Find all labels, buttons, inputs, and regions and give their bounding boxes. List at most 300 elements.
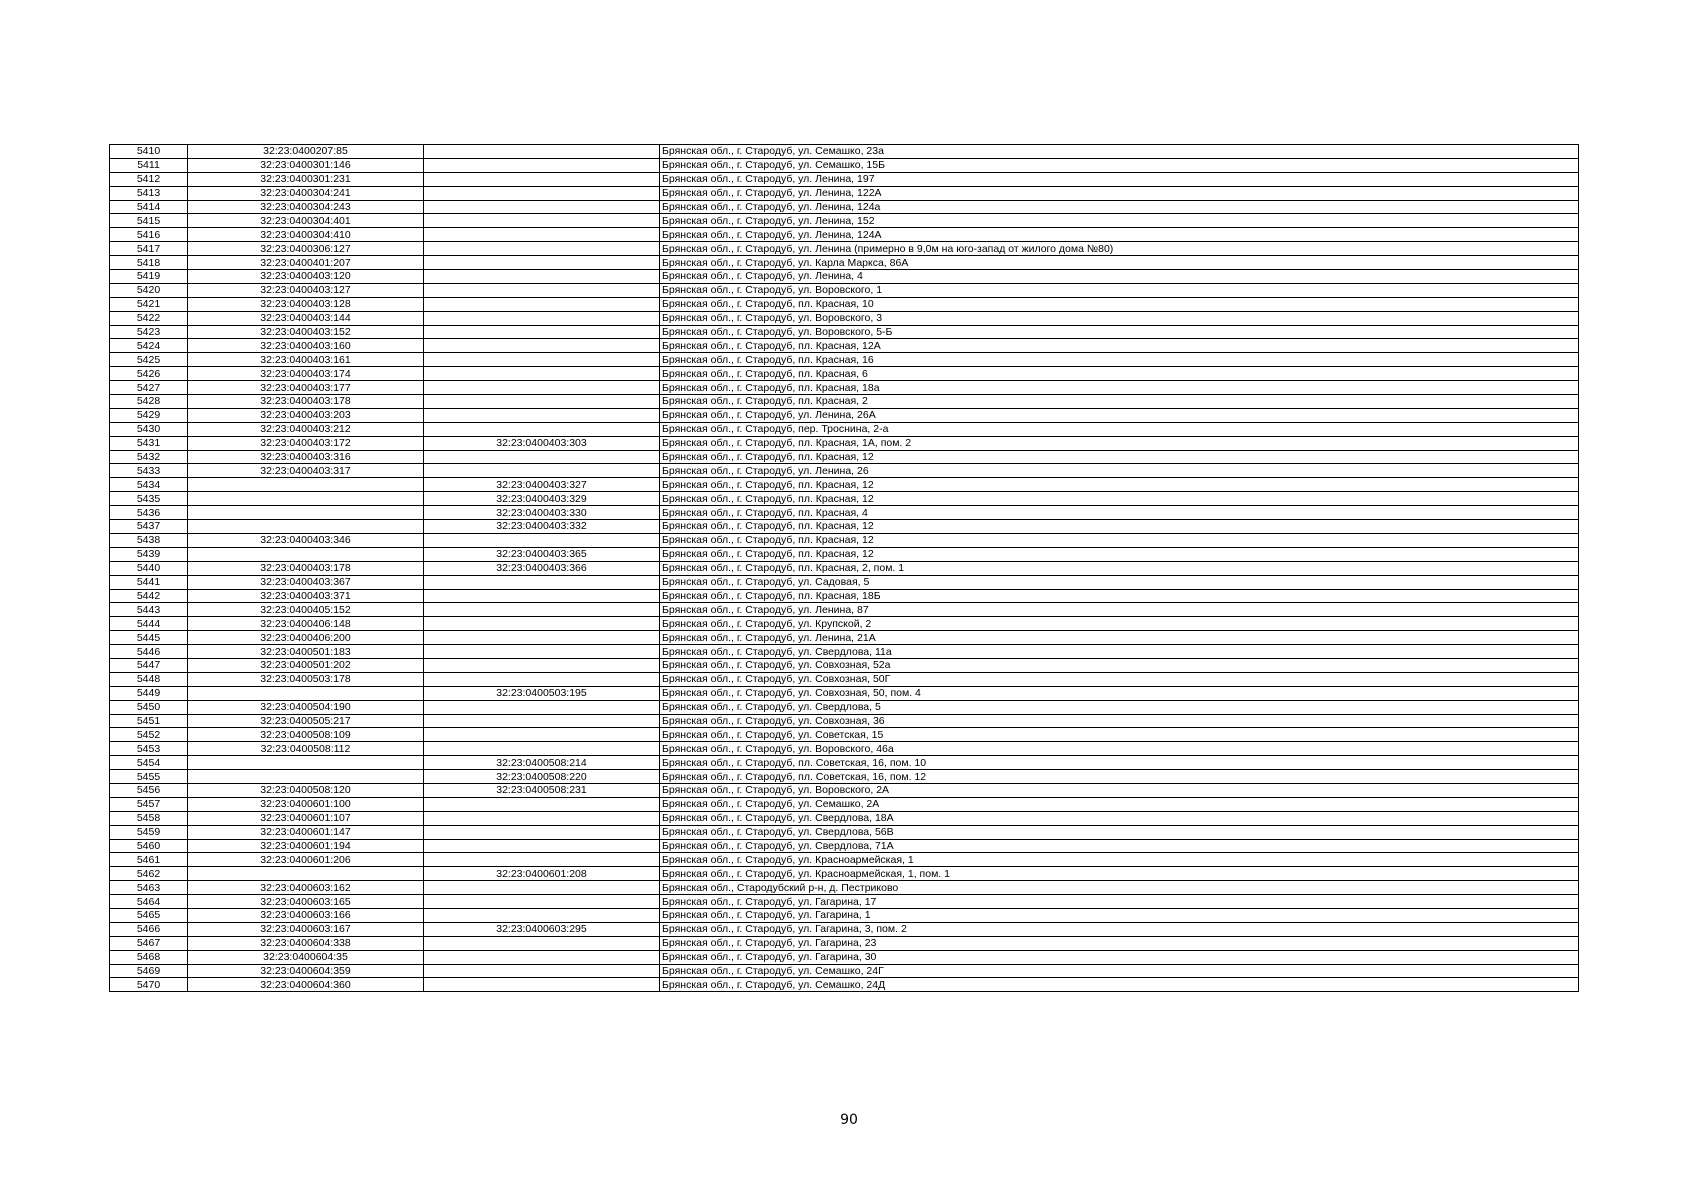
address-cell: Брянская обл., г. Стародуб, ул. Воровского, 46а: [660, 742, 1579, 756]
address-cell: Брянская обл., г. Стародуб, ул. Воровского, 2А: [660, 783, 1579, 797]
room-cadastral-number-cell: [424, 950, 660, 964]
table-row: [110, 520, 1579, 534]
table-row: [110, 478, 1579, 492]
address-cell: Брянская обл., г. Стародуб, ул. Воровского, 5-Б: [660, 325, 1579, 339]
room-cadastral-number-cell: [424, 631, 660, 645]
row-number-cell: 5411: [110, 158, 188, 172]
address-cell: Брянская обл., г. Стародуб, ул. Совхозная, 50, пом. 4: [660, 686, 1579, 700]
address-cell: Брянская обл., г. Стародуб, пл. Красная, 12: [660, 492, 1579, 506]
table-row: [110, 450, 1579, 464]
row-number-cell: 5461: [110, 853, 188, 867]
row-number-cell: 5442: [110, 589, 188, 603]
room-cadastral-number-cell: [424, 742, 660, 756]
address-cell: Брянская обл., г. Стародуб, ул. Советская, 15: [660, 728, 1579, 742]
table-row: [110, 256, 1579, 270]
cadastral-number-cell: 32:23:0400403:161: [188, 353, 424, 367]
room-cadastral-number-cell: 32:23:0400508:231: [424, 783, 660, 797]
table-row: [110, 700, 1579, 714]
room-cadastral-number-cell: [424, 200, 660, 214]
table-row: [110, 408, 1579, 422]
table-row: [110, 200, 1579, 214]
table-row: [110, 214, 1579, 228]
table-row: [110, 797, 1579, 811]
room-cadastral-number-cell: 32:23:0400508:220: [424, 770, 660, 784]
row-number-cell: 5451: [110, 714, 188, 728]
room-cadastral-number-cell: 32:23:0400603:295: [424, 922, 660, 936]
address-cell: Брянская обл., г. Стародуб, ул. Ленина, 26: [660, 464, 1579, 478]
cadastral-number-cell: 32:23:0400603:166: [188, 908, 424, 922]
table-row: [110, 825, 1579, 839]
table-row: [110, 756, 1579, 770]
room-cadastral-number-cell: [424, 964, 660, 978]
cadastral-number-cell: 32:23:0400304:241: [188, 186, 424, 200]
room-cadastral-number-cell: [424, 797, 660, 811]
cadastral-number-cell: [188, 506, 424, 520]
row-number-cell: 5418: [110, 256, 188, 270]
room-cadastral-number-cell: [424, 450, 660, 464]
row-number-cell: 5414: [110, 200, 188, 214]
address-cell: Брянская обл., г. Стародуб, пл. Советская, 16, пом. 12: [660, 770, 1579, 784]
cadastral-number-cell: 32:23:0400406:148: [188, 617, 424, 631]
address-cell: Брянская обл., г. Стародуб, ул. Ленина, 4: [660, 270, 1579, 284]
table-row: [110, 908, 1579, 922]
table-row: [110, 506, 1579, 520]
address-cell: Брянская обл., г. Стародуб, ул. Красноармейская, 1, пом. 1: [660, 867, 1579, 881]
room-cadastral-number-cell: [424, 853, 660, 867]
row-number-cell: 5445: [110, 631, 188, 645]
address-cell: Брянская обл., г. Стародуб, ул. Семашко, 23а: [660, 145, 1579, 159]
cadastral-number-cell: 32:23:0400603:162: [188, 881, 424, 895]
cadastral-number-cell: 32:23:0400403:177: [188, 381, 424, 395]
room-cadastral-number-cell: 32:23:0400403:365: [424, 547, 660, 561]
address-cell: Брянская обл., г. Стародуб, пер. Троснина, 2-а: [660, 422, 1579, 436]
room-cadastral-number-cell: [424, 533, 660, 547]
row-number-cell: 5439: [110, 547, 188, 561]
room-cadastral-number-cell: [424, 603, 660, 617]
cadastral-number-cell: 32:23:0400601:147: [188, 825, 424, 839]
row-number-cell: 5464: [110, 895, 188, 909]
cadastral-number-cell: 32:23:0400306:127: [188, 242, 424, 256]
room-cadastral-number-cell: [424, 228, 660, 242]
address-cell: Брянская обл., г. Стародуб, ул. Совхозная, 52а: [660, 658, 1579, 672]
table-row: [110, 964, 1579, 978]
address-cell: Брянская обл., г. Стародуб, пл. Красная, 1А, пом. 2: [660, 436, 1579, 450]
cadastral-number-cell: 32:23:0400403:178: [188, 395, 424, 409]
cadastral-number-cell: 32:23:0400403:371: [188, 589, 424, 603]
room-cadastral-number-cell: [424, 395, 660, 409]
row-number-cell: 5449: [110, 686, 188, 700]
row-number-cell: 5467: [110, 936, 188, 950]
row-number-cell: 5458: [110, 811, 188, 825]
room-cadastral-number-cell: [424, 895, 660, 909]
room-cadastral-number-cell: [424, 617, 660, 631]
room-cadastral-number-cell: 32:23:0400403:330: [424, 506, 660, 520]
row-number-cell: 5446: [110, 645, 188, 659]
address-cell: Брянская обл., г. Стародуб, ул. Гагарина, 30: [660, 950, 1579, 964]
cadastral-number-cell: 32:23:0400604:359: [188, 964, 424, 978]
address-cell: Брянская обл., г. Стародуб, ул. Красноармейская, 1: [660, 853, 1579, 867]
address-cell: Брянская обл., г. Стародуб, ул. Гагарина, 17: [660, 895, 1579, 909]
room-cadastral-number-cell: [424, 214, 660, 228]
row-number-cell: 5460: [110, 839, 188, 853]
cadastral-number-cell: [188, 686, 424, 700]
row-number-cell: 5440: [110, 561, 188, 575]
row-number-cell: 5422: [110, 311, 188, 325]
room-cadastral-number-cell: [424, 422, 660, 436]
room-cadastral-number-cell: [424, 714, 660, 728]
table-row: [110, 589, 1579, 603]
address-cell: Брянская обл., г. Стародуб, ул. Ленина, 122А: [660, 186, 1579, 200]
address-cell: Брянская обл., г. Стародуб, ул. Семашко, 24Д: [660, 978, 1579, 992]
row-number-cell: 5431: [110, 436, 188, 450]
cadastral-number-cell: 32:23:0400403:178: [188, 561, 424, 575]
cadastral-number-cell: [188, 756, 424, 770]
room-cadastral-number-cell: [424, 353, 660, 367]
table-row: [110, 728, 1579, 742]
table-row: [110, 714, 1579, 728]
cadastral-number-cell: 32:23:0400501:183: [188, 645, 424, 659]
table-row: [110, 978, 1579, 992]
row-number-cell: 5452: [110, 728, 188, 742]
table-row: [110, 325, 1579, 339]
room-cadastral-number-cell: 32:23:0400601:208: [424, 867, 660, 881]
room-cadastral-number-cell: [424, 242, 660, 256]
address-cell: Брянская обл., г. Стародуб, ул. Ленина, 21А: [660, 631, 1579, 645]
cadastral-number-cell: 32:23:0400503:178: [188, 672, 424, 686]
cadastral-number-cell: 32:23:0400301:146: [188, 158, 424, 172]
room-cadastral-number-cell: [424, 978, 660, 992]
room-cadastral-number-cell: [424, 908, 660, 922]
room-cadastral-number-cell: [424, 589, 660, 603]
cadastral-number-cell: [188, 547, 424, 561]
room-cadastral-number-cell: [424, 839, 660, 853]
cadastral-number-cell: 32:23:0400403:367: [188, 575, 424, 589]
cadastral-number-cell: 32:23:0400603:167: [188, 922, 424, 936]
cadastral-number-cell: [188, 478, 424, 492]
row-number-cell: 5465: [110, 908, 188, 922]
table-row: [110, 617, 1579, 631]
table-row: [110, 533, 1579, 547]
table-row: [110, 603, 1579, 617]
room-cadastral-number-cell: [424, 408, 660, 422]
cadastral-number-cell: 32:23:0400403:174: [188, 367, 424, 381]
room-cadastral-number-cell: [424, 186, 660, 200]
row-number-cell: 5456: [110, 783, 188, 797]
cadastral-number-cell: [188, 492, 424, 506]
room-cadastral-number-cell: 32:23:0400508:214: [424, 756, 660, 770]
row-number-cell: 5436: [110, 506, 188, 520]
address-cell: Брянская обл., г. Стародуб, пл. Красная, 16: [660, 353, 1579, 367]
row-number-cell: 5428: [110, 395, 188, 409]
room-cadastral-number-cell: 32:23:0400403:303: [424, 436, 660, 450]
table-row: [110, 158, 1579, 172]
address-cell: Брянская обл., г. Стародуб, ул. Совхозная, 36: [660, 714, 1579, 728]
address-cell: Брянская обл., г. Стародуб, пл. Красная, 12: [660, 478, 1579, 492]
page-number: 90: [840, 1112, 858, 1128]
row-number-cell: 5448: [110, 672, 188, 686]
room-cadastral-number-cell: [424, 145, 660, 159]
address-cell: Брянская обл., г. Стародуб, пл. Красная, 18Б: [660, 589, 1579, 603]
table-row: [110, 672, 1579, 686]
address-cell: Брянская обл., г. Стародуб, ул. Гагарина, 3, пом. 2: [660, 922, 1579, 936]
cadastral-number-cell: 32:23:0400505:217: [188, 714, 424, 728]
address-cell: Брянская обл., г. Стародуб, ул. Совхозная, 50Г: [660, 672, 1579, 686]
address-cell: Брянская обл., г. Стародуб, пл. Советская, 16, пом. 10: [660, 756, 1579, 770]
address-cell: Брянская обл., г. Стародуб, ул. Ленина, 87: [660, 603, 1579, 617]
row-number-cell: 5438: [110, 533, 188, 547]
address-cell: Брянская обл., г. Стародуб, ул. Ленина, 124а: [660, 200, 1579, 214]
address-cell: Брянская обл., г. Стародуб, пл. Красная, 2: [660, 395, 1579, 409]
room-cadastral-number-cell: [424, 728, 660, 742]
row-number-cell: 5429: [110, 408, 188, 422]
row-number-cell: 5462: [110, 867, 188, 881]
room-cadastral-number-cell: 32:23:0400403:327: [424, 478, 660, 492]
address-cell: Брянская обл., г. Стародуб, пл. Красная, 2, пом. 1: [660, 561, 1579, 575]
room-cadastral-number-cell: [424, 283, 660, 297]
address-cell: Брянская обл., г. Стародуб, ул. Семашко, 15Б: [660, 158, 1579, 172]
room-cadastral-number-cell: [424, 325, 660, 339]
row-number-cell: 5470: [110, 978, 188, 992]
row-number-cell: 5455: [110, 770, 188, 784]
table-row: [110, 436, 1579, 450]
row-number-cell: 5412: [110, 172, 188, 186]
row-number-cell: 5443: [110, 603, 188, 617]
address-cell: Брянская обл., г. Стародуб, пл. Красная, 12: [660, 547, 1579, 561]
room-cadastral-number-cell: [424, 464, 660, 478]
row-number-cell: 5450: [110, 700, 188, 714]
address-cell: Брянская обл., г. Стародуб, ул. Крупской, 2: [660, 617, 1579, 631]
cadastral-number-cell: [188, 520, 424, 534]
cadastral-number-cell: 32:23:0400207:85: [188, 145, 424, 159]
table-row: [110, 658, 1579, 672]
cadastral-number-cell: [188, 867, 424, 881]
table-row: [110, 936, 1579, 950]
row-number-cell: 5434: [110, 478, 188, 492]
row-number-cell: 5433: [110, 464, 188, 478]
address-cell: Брянская обл., г. Стародуб, ул. Воровского, 3: [660, 311, 1579, 325]
room-cadastral-number-cell: [424, 270, 660, 284]
row-number-cell: 5457: [110, 797, 188, 811]
table-row: [110, 950, 1579, 964]
table-row: [110, 242, 1579, 256]
row-number-cell: 5427: [110, 381, 188, 395]
address-cell: Брянская обл., г. Стародуб, пл. Красная, 10: [660, 297, 1579, 311]
table-row: [110, 464, 1579, 478]
cadastral-number-cell: 32:23:0400403:346: [188, 533, 424, 547]
address-cell: Брянская обл., Стародубский р-н, д. Пестриково: [660, 881, 1579, 895]
room-cadastral-number-cell: 32:23:0400503:195: [424, 686, 660, 700]
registry-table-body: [110, 145, 1579, 992]
row-number-cell: 5454: [110, 756, 188, 770]
table-row: [110, 339, 1579, 353]
table-row: [110, 297, 1579, 311]
cadastral-number-cell: 32:23:0400401:207: [188, 256, 424, 270]
table-row: [110, 561, 1579, 575]
room-cadastral-number-cell: [424, 672, 660, 686]
room-cadastral-number-cell: [424, 297, 660, 311]
table-row: [110, 575, 1579, 589]
room-cadastral-number-cell: [424, 381, 660, 395]
cadastral-number-cell: 32:23:0400403:212: [188, 422, 424, 436]
cadastral-number-cell: 32:23:0400403:172: [188, 436, 424, 450]
cadastral-number-cell: 32:23:0400508:109: [188, 728, 424, 742]
cadastral-number-cell: 32:23:0400406:200: [188, 631, 424, 645]
address-cell: Брянская обл., г. Стародуб, пл. Красная, 6: [660, 367, 1579, 381]
row-number-cell: 5437: [110, 520, 188, 534]
room-cadastral-number-cell: [424, 172, 660, 186]
table-row: [110, 353, 1579, 367]
cadastral-number-cell: 32:23:0400403:120: [188, 270, 424, 284]
address-cell: Брянская обл., г. Стародуб, ул. Свердлова, 11а: [660, 645, 1579, 659]
row-number-cell: 5453: [110, 742, 188, 756]
table-row: [110, 270, 1579, 284]
row-number-cell: 5421: [110, 297, 188, 311]
cadastral-number-cell: 32:23:0400304:243: [188, 200, 424, 214]
cadastral-number-cell: 32:23:0400601:206: [188, 853, 424, 867]
cadastral-number-cell: [188, 770, 424, 784]
cadastral-number-cell: 32:23:0400501:202: [188, 658, 424, 672]
table-row: [110, 422, 1579, 436]
row-number-cell: 5430: [110, 422, 188, 436]
cadastral-number-cell: 32:23:0400403:127: [188, 283, 424, 297]
table-row: [110, 631, 1579, 645]
cadastral-number-cell: 32:23:0400403:317: [188, 464, 424, 478]
table-row: [110, 381, 1579, 395]
table-row: [110, 895, 1579, 909]
row-number-cell: 5447: [110, 658, 188, 672]
registry-table: [109, 144, 1579, 992]
address-cell: Брянская обл., г. Стародуб, пл. Красная, 12: [660, 520, 1579, 534]
room-cadastral-number-cell: [424, 936, 660, 950]
cadastral-number-cell: 32:23:0400603:165: [188, 895, 424, 909]
address-cell: Брянская обл., г. Стародуб, ул. Карла Маркса, 86А: [660, 256, 1579, 270]
address-cell: Брянская обл., г. Стародуб, ул. Гагарина, 23: [660, 936, 1579, 950]
address-cell: Брянская обл., г. Стародуб, ул. Гагарина, 1: [660, 908, 1579, 922]
cadastral-number-cell: 32:23:0400403:128: [188, 297, 424, 311]
address-cell: Брянская обл., г. Стародуб, ул. Свердлова, 18А: [660, 811, 1579, 825]
address-cell: Брянская обл., г. Стародуб, пл. Красная, 12: [660, 533, 1579, 547]
room-cadastral-number-cell: [424, 575, 660, 589]
address-cell: Брянская обл., г. Стародуб, ул. Ленина, 26А: [660, 408, 1579, 422]
room-cadastral-number-cell: [424, 811, 660, 825]
address-cell: Брянская обл., г. Стародуб, ул. Воровского, 1: [660, 283, 1579, 297]
row-number-cell: 5416: [110, 228, 188, 242]
room-cadastral-number-cell: [424, 881, 660, 895]
table-row: [110, 172, 1579, 186]
cadastral-number-cell: 32:23:0400601:194: [188, 839, 424, 853]
row-number-cell: 5444: [110, 617, 188, 631]
table-row: [110, 853, 1579, 867]
address-cell: Брянская обл., г. Стародуб, ул. Свердлова, 56В: [660, 825, 1579, 839]
row-number-cell: 5463: [110, 881, 188, 895]
table-row: [110, 395, 1579, 409]
row-number-cell: 5423: [110, 325, 188, 339]
table-row: [110, 686, 1579, 700]
cadastral-number-cell: 32:23:0400604:35: [188, 950, 424, 964]
table-row: [110, 645, 1579, 659]
table-row: [110, 283, 1579, 297]
cadastral-number-cell: 32:23:0400601:100: [188, 797, 424, 811]
table-row: [110, 783, 1579, 797]
room-cadastral-number-cell: 32:23:0400403:332: [424, 520, 660, 534]
row-number-cell: 5417: [110, 242, 188, 256]
cadastral-number-cell: 32:23:0400508:112: [188, 742, 424, 756]
room-cadastral-number-cell: [424, 256, 660, 270]
address-cell: Брянская обл., г. Стародуб, ул. Ленина, 124А: [660, 228, 1579, 242]
address-cell: Брянская обл., г. Стародуб, ул. Ленина, 152: [660, 214, 1579, 228]
cadastral-number-cell: 32:23:0400504:190: [188, 700, 424, 714]
table-row: [110, 228, 1579, 242]
table-row: [110, 311, 1579, 325]
cadastral-number-cell: 32:23:0400604:360: [188, 978, 424, 992]
table-row: [110, 547, 1579, 561]
address-cell: Брянская обл., г. Стародуб, ул. Семашко, 2А: [660, 797, 1579, 811]
address-cell: Брянская обл., г. Стародуб, ул. Семашко, 24Г: [660, 964, 1579, 978]
row-number-cell: 5413: [110, 186, 188, 200]
cadastral-number-cell: 32:23:0400403:203: [188, 408, 424, 422]
room-cadastral-number-cell: [424, 158, 660, 172]
address-cell: Брянская обл., г. Стародуб, ул. Ленина (примерно в 9,0м на юго-запад от жилого дома №80): [660, 242, 1579, 256]
address-cell: Брянская обл., г. Стародуб, ул. Ленина, 197: [660, 172, 1579, 186]
row-number-cell: 5466: [110, 922, 188, 936]
row-number-cell: 5435: [110, 492, 188, 506]
room-cadastral-number-cell: [424, 658, 660, 672]
row-number-cell: 5469: [110, 964, 188, 978]
room-cadastral-number-cell: 32:23:0400403:329: [424, 492, 660, 506]
cadastral-number-cell: 32:23:0400405:152: [188, 603, 424, 617]
address-cell: Брянская обл., г. Стародуб, пл. Красная, 12А: [660, 339, 1579, 353]
room-cadastral-number-cell: [424, 700, 660, 714]
table-row: [110, 881, 1579, 895]
row-number-cell: 5424: [110, 339, 188, 353]
address-cell: Брянская обл., г. Стародуб, пл. Красная, 12: [660, 450, 1579, 464]
table-row: [110, 770, 1579, 784]
row-number-cell: 5420: [110, 283, 188, 297]
room-cadastral-number-cell: 32:23:0400403:366: [424, 561, 660, 575]
address-cell: Брянская обл., г. Стародуб, пл. Красная, 18а: [660, 381, 1579, 395]
address-cell: Брянская обл., г. Стародуб, ул. Садовая, 5: [660, 575, 1579, 589]
row-number-cell: 5432: [110, 450, 188, 464]
table-row: [110, 922, 1579, 936]
row-number-cell: 5410: [110, 145, 188, 159]
table-row: [110, 867, 1579, 881]
row-number-cell: 5441: [110, 575, 188, 589]
row-number-cell: 5425: [110, 353, 188, 367]
cadastral-number-cell: 32:23:0400508:120: [188, 783, 424, 797]
table-row: [110, 186, 1579, 200]
table-row: [110, 742, 1579, 756]
row-number-cell: 5459: [110, 825, 188, 839]
row-number-cell: 5426: [110, 367, 188, 381]
cadastral-number-cell: 32:23:0400403:152: [188, 325, 424, 339]
room-cadastral-number-cell: [424, 367, 660, 381]
cadastral-number-cell: 32:23:0400604:338: [188, 936, 424, 950]
table-row: [110, 367, 1579, 381]
table-row: [110, 145, 1579, 159]
cadastral-number-cell: 32:23:0400301:231: [188, 172, 424, 186]
table-row: [110, 811, 1579, 825]
row-number-cell: 5468: [110, 950, 188, 964]
cadastral-number-cell: 32:23:0400601:107: [188, 811, 424, 825]
table-row: [110, 492, 1579, 506]
address-cell: Брянская обл., г. Стародуб, ул. Свердлова, 71А: [660, 839, 1579, 853]
cadastral-number-cell: 32:23:0400304:410: [188, 228, 424, 242]
cadastral-number-cell: 32:23:0400403:160: [188, 339, 424, 353]
row-number-cell: 5419: [110, 270, 188, 284]
address-cell: Брянская обл., г. Стародуб, пл. Красная, 4: [660, 506, 1579, 520]
cadastral-number-cell: 32:23:0400304:401: [188, 214, 424, 228]
address-cell: Брянская обл., г. Стародуб, ул. Свердлова, 5: [660, 700, 1579, 714]
